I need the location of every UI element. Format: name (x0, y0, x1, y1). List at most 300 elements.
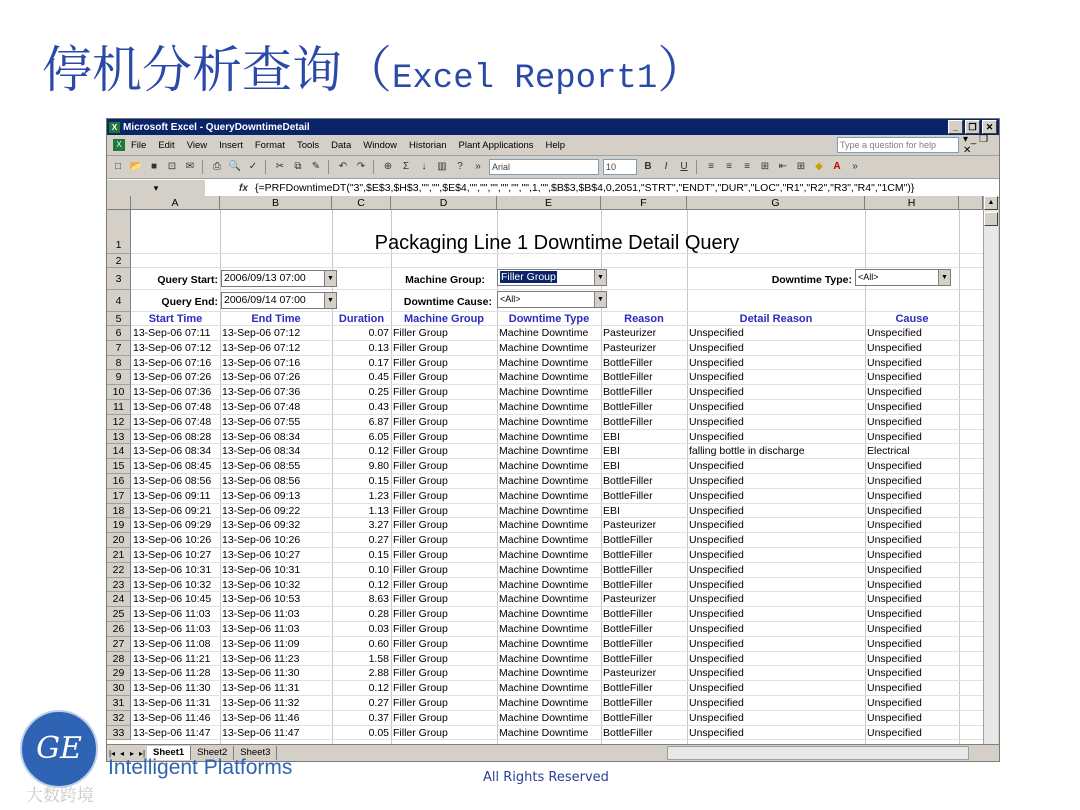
row-header[interactable]: 12 (107, 415, 131, 430)
table-cell[interactable]: Unspecified (689, 593, 744, 606)
table-cell[interactable]: 13-Sep-06 11:47 (222, 726, 300, 739)
table-cell[interactable]: Machine Downtime (499, 475, 589, 487)
table-cell[interactable]: 13-Sep-06 10:26 (133, 534, 212, 547)
row-header[interactable]: 23 (107, 578, 131, 593)
table-cell[interactable]: Machine Downtime (499, 682, 589, 695)
table-cell[interactable]: 13-Sep-06 11:09 (222, 637, 300, 650)
menu-item-insert[interactable]: Insert (219, 139, 243, 151)
insert-function-icon[interactable]: fx (239, 182, 248, 194)
select-all-corner[interactable] (107, 196, 131, 210)
table-cell[interactable]: Filler Group (393, 623, 448, 635)
table-cell[interactable]: 13-Sep-06 07:12 (222, 327, 301, 339)
table-cell[interactable]: 13-Sep-06 07:12 (133, 341, 212, 354)
align-left-icon[interactable]: ≡ (708, 161, 714, 172)
table-cell[interactable]: 0.25 (368, 386, 389, 399)
table-cell[interactable]: 13-Sep-06 11:46 (222, 711, 300, 724)
column-header[interactable]: F (601, 196, 687, 210)
table-cell[interactable]: 6.05 (368, 430, 389, 443)
table-cell[interactable]: 2.88 (368, 667, 389, 680)
row-header[interactable]: 10 (107, 385, 131, 400)
table-cell[interactable]: Machine Downtime (499, 578, 589, 591)
menu-item-historian[interactable]: Historian (409, 139, 447, 151)
table-cell[interactable]: 0.13 (368, 341, 389, 354)
row-header[interactable]: 8 (107, 356, 131, 371)
vertical-scrollbar[interactable] (983, 196, 998, 744)
formula-text[interactable]: {=PRFDowntimeDT("3",$E$3,$H$3,"","",$E$4,"","","","","","",1,"",$B$3,$B$4,0,2051,"STRT","ENDT","DUR","LOC","R1","R2","R3","R4","1CM")} (255, 182, 915, 194)
table-cell[interactable]: 13-Sep-06 10:26 (222, 534, 301, 547)
table-cell[interactable]: 13-Sep-06 11:30 (133, 682, 211, 695)
row-header[interactable]: 33 (107, 726, 131, 741)
table-cell[interactable]: 1.13 (368, 504, 389, 517)
table-cell[interactable]: Unspecified (867, 682, 922, 695)
table-cell[interactable]: Machine Downtime (499, 401, 589, 413)
table-cell[interactable]: BottleFiller (603, 549, 653, 561)
row-header[interactable]: 21 (107, 548, 131, 563)
table-cell[interactable]: 13-Sep-06 09:29 (133, 519, 212, 532)
autosum-icon[interactable]: Σ (402, 161, 410, 172)
cut-icon[interactable]: ✂ (275, 161, 285, 172)
table-cell[interactable]: Machine Downtime (499, 445, 589, 458)
table-cell[interactable]: Unspecified (689, 563, 744, 576)
column-header[interactable]: G (687, 196, 865, 210)
table-cell[interactable]: 13-Sep-06 10:45 (133, 593, 212, 606)
row-header[interactable]: 5 (107, 312, 131, 326)
row-header[interactable]: 3 (107, 268, 131, 290)
row-header[interactable]: 4 (107, 290, 131, 312)
column-header[interactable]: A (131, 196, 220, 210)
table-cell[interactable]: Machine Downtime (499, 489, 589, 502)
table-cell[interactable]: Machine Downtime (499, 519, 589, 532)
name-box[interactable]: ▾ (107, 180, 205, 196)
table-cell[interactable]: 13-Sep-06 09:21 (133, 504, 212, 517)
table-cell[interactable]: 13-Sep-06 11:23 (222, 652, 300, 665)
first-sheet-icon[interactable]: |◂ (108, 748, 116, 758)
table-cell[interactable]: Unspecified (689, 475, 744, 487)
row-header[interactable]: 28 (107, 652, 131, 667)
undo-icon[interactable]: ↶ (338, 161, 348, 172)
table-cell[interactable]: 0.27 (368, 697, 389, 709)
table-cell[interactable]: BottleFiller (603, 371, 653, 384)
table-cell[interactable]: 0.15 (368, 475, 389, 487)
table-cell[interactable]: 13-Sep-06 11:03 (222, 623, 300, 635)
table-cell[interactable]: 0.15 (368, 549, 389, 561)
table-cell[interactable]: Pasteurizer (603, 327, 657, 339)
query-start-input[interactable] (221, 270, 337, 287)
table-cell[interactable]: 13-Sep-06 11:21 (133, 652, 211, 665)
table-cell[interactable]: 13-Sep-06 07:48 (222, 401, 301, 413)
menu-item-view[interactable]: View (186, 139, 208, 151)
table-cell[interactable]: Filler Group (393, 489, 448, 502)
open-icon[interactable]: 📂 (129, 161, 143, 172)
sheet-tab-3[interactable]: Sheet3 (234, 746, 277, 760)
table-cell[interactable]: 13-Sep-06 09:11 (133, 489, 211, 502)
table-cell[interactable]: Filler Group (393, 682, 448, 695)
table-cell[interactable]: 13-Sep-06 11:31 (222, 682, 300, 695)
table-cell[interactable]: Unspecified (689, 430, 744, 443)
table-cell[interactable]: Filler Group (393, 401, 448, 413)
table-cell[interactable]: Unspecified (867, 341, 922, 354)
table-cell[interactable]: Unspecified (689, 578, 744, 591)
table-cell[interactable]: 13-Sep-06 10:31 (222, 563, 301, 576)
table-cell[interactable]: Unspecified (689, 341, 744, 354)
table-cell[interactable]: 13-Sep-06 07:12 (222, 341, 301, 354)
table-cell[interactable]: Pasteurizer (603, 667, 657, 680)
table-cell[interactable]: Filler Group (393, 445, 448, 458)
table-cell[interactable]: Machine Downtime (499, 697, 589, 709)
row-header[interactable]: 1 (107, 210, 131, 254)
table-cell[interactable]: BottleFiller (603, 726, 653, 739)
table-cell[interactable]: BottleFiller (603, 682, 653, 695)
menu-item-format[interactable]: Format (254, 139, 285, 151)
scroll-thumb[interactable] (984, 212, 998, 226)
menu-item-tools[interactable]: Tools (296, 139, 320, 151)
table-cell[interactable]: Filler Group (393, 726, 448, 739)
table-cell[interactable]: 13-Sep-06 10:32 (133, 578, 212, 591)
hyperlink-icon[interactable]: ⊕ (383, 161, 393, 172)
table-cell[interactable]: 13-Sep-06 07:26 (222, 371, 301, 384)
table-cell[interactable]: Machine Downtime (499, 563, 589, 576)
font-size-select[interactable]: 10 (603, 159, 637, 175)
table-cell[interactable]: 0.10 (368, 563, 389, 576)
table-cell[interactable]: Pasteurizer (603, 593, 657, 606)
table-cell[interactable]: Machine Downtime (499, 549, 589, 561)
table-cell[interactable]: 0.07 (368, 327, 389, 339)
print-preview-icon[interactable]: 🔍 (228, 161, 242, 172)
row-header[interactable]: 11 (107, 400, 131, 415)
table-cell[interactable]: BottleFiller (603, 711, 653, 724)
table-cell[interactable]: Filler Group (393, 667, 448, 680)
table-cell[interactable]: 13-Sep-06 11:30 (222, 667, 300, 680)
table-cell[interactable]: BottleFiller (603, 386, 653, 399)
table-cell[interactable]: BottleFiller (603, 356, 653, 369)
table-cell[interactable]: Machine Downtime (499, 726, 589, 739)
print-icon[interactable]: ⎙ (213, 161, 221, 172)
machine-group-select[interactable] (497, 269, 607, 286)
table-cell[interactable]: 13-Sep-06 10:53 (222, 593, 301, 606)
help-search-input[interactable]: Type a question for help (837, 137, 959, 153)
table-cell[interactable]: Filler Group (393, 327, 448, 339)
table-cell[interactable]: Unspecified (689, 549, 744, 561)
column-header[interactable]: C (332, 196, 391, 210)
table-cell[interactable]: 0.43 (368, 401, 389, 413)
table-cell[interactable]: BottleFiller (603, 415, 653, 428)
table-cell[interactable]: 0.60 (368, 637, 389, 650)
table-cell[interactable]: BottleFiller (603, 401, 653, 413)
row-header[interactable]: 29 (107, 666, 131, 681)
row-header[interactable]: 6 (107, 326, 131, 341)
table-cell[interactable]: Unspecified (867, 371, 922, 384)
table-cell[interactable]: 13-Sep-06 08:34 (222, 430, 301, 443)
table-cell[interactable]: 9.80 (368, 460, 389, 473)
table-cell[interactable]: 13-Sep-06 07:11 (133, 327, 211, 339)
table-cell[interactable]: Unspecified (689, 415, 744, 428)
table-cell[interactable]: Filler Group (393, 460, 448, 473)
table-cell[interactable]: Filler Group (393, 697, 448, 709)
copy-icon[interactable]: ⧉ (294, 161, 302, 172)
table-cell[interactable]: BottleFiller (603, 623, 653, 635)
table-cell[interactable]: BottleFiller (603, 697, 653, 709)
table-cell[interactable]: EBI (603, 430, 620, 443)
table-cell[interactable]: 13-Sep-06 07:48 (133, 415, 212, 428)
table-cell[interactable]: Filler Group (393, 608, 448, 621)
table-cell[interactable]: Unspecified (867, 504, 922, 517)
table-cell[interactable]: 13-Sep-06 07:16 (222, 356, 301, 369)
table-cell[interactable]: 13-Sep-06 10:31 (133, 563, 212, 576)
table-cell[interactable]: Unspecified (867, 549, 922, 561)
table-cell[interactable]: Machine Downtime (499, 711, 589, 724)
table-cell[interactable]: 13-Sep-06 11:03 (133, 623, 211, 635)
table-cell[interactable]: Unspecified (867, 593, 922, 606)
table-cell[interactable]: 13-Sep-06 11:31 (133, 697, 211, 709)
row-header[interactable]: 13 (107, 430, 131, 445)
table-cell[interactable]: Filler Group (393, 356, 448, 369)
help-icon[interactable]: ? (457, 161, 463, 172)
next-sheet-icon[interactable]: ▸ (129, 748, 134, 758)
table-cell[interactable]: Machine Downtime (499, 504, 589, 517)
table-cell[interactable]: EBI (603, 445, 620, 458)
close-button[interactable]: ✕ (982, 120, 997, 134)
row-header[interactable]: 19 (107, 518, 131, 533)
row-header[interactable]: 16 (107, 474, 131, 489)
table-cell[interactable]: Filler Group (393, 371, 448, 384)
table-cell[interactable]: Unspecified (867, 460, 922, 473)
table-cell[interactable]: Machine Downtime (499, 637, 589, 650)
table-cell[interactable]: 13-Sep-06 11:46 (133, 711, 211, 724)
dropdown-arrow-icon[interactable]: ▼ (594, 292, 606, 307)
table-cell[interactable]: Filler Group (393, 386, 448, 399)
table-cell[interactable]: 0.12 (368, 682, 389, 695)
table-cell[interactable]: 3.27 (368, 519, 389, 532)
table-cell[interactable]: Filler Group (393, 534, 448, 547)
table-cell[interactable]: Machine Downtime (499, 341, 589, 354)
downtime-cause-select[interactable] (497, 291, 607, 308)
last-sheet-icon[interactable]: ▸| (138, 748, 146, 758)
row-header[interactable]: 9 (107, 370, 131, 385)
row-header[interactable]: 25 (107, 607, 131, 622)
minimize-button[interactable]: _ (948, 120, 963, 134)
table-cell[interactable]: 0.12 (368, 578, 389, 591)
table-cell[interactable]: Machine Downtime (499, 356, 589, 369)
row-header[interactable]: 14 (107, 444, 131, 459)
row-header[interactable]: 24 (107, 592, 131, 607)
table-cell[interactable]: Machine Downtime (499, 327, 589, 339)
table-cell[interactable]: Machine Downtime (499, 386, 589, 399)
table-cell[interactable]: Machine Downtime (499, 460, 589, 473)
table-cell[interactable]: 13-Sep-06 10:32 (222, 578, 301, 591)
font-color-icon[interactable]: A (833, 161, 841, 172)
table-cell[interactable]: 1.23 (368, 489, 389, 502)
table-cell[interactable]: Unspecified (867, 563, 922, 576)
table-cell[interactable]: 0.27 (368, 534, 389, 547)
row-header[interactable]: 7 (107, 341, 131, 356)
table-cell[interactable]: Pasteurizer (603, 519, 657, 532)
table-cell[interactable]: 13-Sep-06 11:03 (222, 608, 300, 621)
table-cell[interactable]: Machine Downtime (499, 534, 589, 547)
table-cell[interactable]: Filler Group (393, 578, 448, 591)
table-cell[interactable]: 0.37 (368, 711, 389, 724)
table-cell[interactable]: Electrical (867, 445, 910, 458)
table-cell[interactable]: 13-Sep-06 07:48 (133, 401, 212, 413)
column-header[interactable]: B (220, 196, 332, 210)
permission-icon[interactable]: ⊡ (167, 161, 177, 172)
format-painter-icon[interactable]: ✎ (311, 161, 321, 172)
dropdown-arrow-icon[interactable]: ▼ (324, 293, 336, 308)
table-cell[interactable]: Filler Group (393, 475, 448, 487)
fill-color-icon[interactable]: ◆ (815, 161, 823, 172)
spelling-icon[interactable]: ✓ (248, 161, 258, 172)
table-cell[interactable]: 6.87 (368, 415, 389, 428)
table-cell[interactable]: Unspecified (867, 475, 922, 487)
align-center-icon[interactable]: ≡ (726, 161, 732, 172)
table-cell[interactable]: Unspecified (867, 401, 922, 413)
row-header[interactable]: 20 (107, 533, 131, 548)
table-cell[interactable]: Machine Downtime (499, 623, 589, 635)
menu-item-window[interactable]: Window (363, 139, 398, 151)
merge-center-icon[interactable]: ⊞ (760, 161, 770, 172)
sort-ascending-icon[interactable]: ↓ (421, 161, 427, 172)
table-cell[interactable]: Unspecified (867, 726, 922, 739)
table-cell[interactable]: Machine Downtime (499, 593, 589, 606)
row-header[interactable]: 2 (107, 254, 131, 268)
table-cell[interactable]: Filler Group (393, 711, 448, 724)
table-cell[interactable]: BottleFiller (603, 652, 653, 665)
table-cell[interactable]: 13-Sep-06 11:08 (133, 637, 211, 650)
row-header[interactable]: 26 (107, 622, 131, 637)
column-header[interactable]: H (865, 196, 959, 210)
prev-sheet-icon[interactable]: ◂ (119, 748, 124, 758)
table-cell[interactable]: Unspecified (867, 519, 922, 532)
chart-wizard-icon[interactable]: ▥ (437, 161, 447, 172)
table-cell[interactable]: Unspecified (689, 652, 744, 665)
table-cell[interactable]: Unspecified (867, 356, 922, 369)
table-cell[interactable]: Unspecified (689, 401, 744, 413)
decrease-indent-icon[interactable]: ⇤ (778, 161, 788, 172)
font-name-select[interactable]: Arial (489, 159, 599, 175)
table-cell[interactable]: 8.63 (368, 593, 389, 606)
table-cell[interactable]: 13-Sep-06 09:22 (222, 504, 301, 517)
table-cell[interactable]: Unspecified (689, 504, 744, 517)
row-header[interactable]: 15 (107, 459, 131, 474)
table-cell[interactable]: 13-Sep-06 09:32 (222, 519, 301, 532)
table-cell[interactable]: Unspecified (689, 519, 744, 532)
table-cell[interactable]: Unspecified (867, 697, 922, 709)
table-cell[interactable]: 13-Sep-06 08:56 (133, 475, 212, 487)
table-cell[interactable]: Filler Group (393, 563, 448, 576)
row-header[interactable]: 31 (107, 696, 131, 711)
dropdown-arrow-icon[interactable]: ▼ (324, 271, 336, 286)
table-cell[interactable]: Unspecified (867, 667, 922, 680)
table-cell[interactable]: Unspecified (867, 637, 922, 650)
table-cell[interactable]: 13-Sep-06 11:03 (133, 608, 211, 621)
table-cell[interactable]: Unspecified (867, 608, 922, 621)
table-cell[interactable]: Unspecified (867, 711, 922, 724)
table-cell[interactable]: 0.03 (368, 623, 389, 635)
table-cell[interactable]: Unspecified (867, 386, 922, 399)
table-cell[interactable]: Unspecified (867, 623, 922, 635)
table-cell[interactable]: Unspecified (867, 489, 922, 502)
table-cell[interactable]: Unspecified (689, 667, 744, 680)
table-cell[interactable]: 13-Sep-06 07:55 (222, 415, 301, 428)
table-cell[interactable]: Filler Group (393, 593, 448, 606)
table-cell[interactable]: Filler Group (393, 519, 448, 532)
table-cell[interactable]: 0.12 (368, 445, 389, 458)
toolbar-options-icon[interactable]: » (852, 161, 858, 172)
table-cell[interactable]: 0.05 (368, 726, 389, 739)
email-icon[interactable]: ✉ (185, 161, 195, 172)
table-cell[interactable]: BottleFiller (603, 637, 653, 650)
table-cell[interactable]: 13-Sep-06 11:47 (133, 726, 211, 739)
table-cell[interactable]: Unspecified (689, 682, 744, 695)
table-cell[interactable]: 13-Sep-06 09:13 (222, 489, 301, 502)
table-cell[interactable]: Unspecified (689, 371, 744, 384)
borders-icon[interactable]: ⊞ (796, 161, 806, 172)
italic-icon[interactable]: I (664, 161, 668, 172)
table-cell[interactable]: Pasteurizer (603, 341, 657, 354)
table-cell[interactable]: 0.45 (368, 371, 389, 384)
table-cell[interactable]: Unspecified (689, 327, 744, 339)
workbook-window-controls[interactable]: ▾ _ ❐ ✕ (963, 134, 989, 156)
column-header[interactable]: E (497, 196, 601, 210)
table-cell[interactable]: 13-Sep-06 08:28 (133, 430, 212, 443)
table-cell[interactable]: 1.58 (368, 652, 389, 665)
table-cell[interactable]: Unspecified (689, 386, 744, 399)
table-cell[interactable]: falling bottle in discharge (689, 445, 805, 458)
dropdown-arrow-icon[interactable]: ▼ (938, 270, 950, 285)
table-cell[interactable]: Filler Group (393, 341, 448, 354)
table-cell[interactable]: Filler Group (393, 504, 448, 517)
new-icon[interactable]: □ (114, 161, 122, 172)
table-cell[interactable]: Machine Downtime (499, 667, 589, 680)
query-end-input[interactable] (221, 292, 337, 309)
scroll-up-icon[interactable]: ▲ (984, 196, 998, 210)
menu-item-edit[interactable]: Edit (158, 139, 175, 151)
table-cell[interactable]: Unspecified (867, 534, 922, 547)
table-cell[interactable]: 13-Sep-06 07:36 (133, 386, 212, 399)
table-cell[interactable]: 13-Sep-06 07:26 (133, 371, 212, 384)
table-cell[interactable]: Unspecified (689, 711, 744, 724)
table-cell[interactable]: BottleFiller (603, 489, 653, 502)
sheet-tab-2[interactable]: Sheet2 (191, 746, 234, 760)
table-cell[interactable]: Unspecified (867, 578, 922, 591)
table-cell[interactable]: 13-Sep-06 07:36 (222, 386, 301, 399)
table-cell[interactable]: Filler Group (393, 430, 448, 443)
toolbar-options-icon[interactable]: » (475, 161, 481, 172)
table-cell[interactable]: 13-Sep-06 07:16 (133, 356, 212, 369)
table-cell[interactable]: 13-Sep-06 08:55 (222, 460, 301, 473)
table-cell[interactable]: Unspecified (867, 327, 922, 339)
row-header[interactable]: 27 (107, 637, 131, 652)
table-cell[interactable]: Unspecified (867, 415, 922, 428)
table-cell[interactable]: Machine Downtime (499, 371, 589, 384)
table-cell[interactable]: Unspecified (689, 608, 744, 621)
table-cell[interactable]: Machine Downtime (499, 652, 589, 665)
table-cell[interactable]: EBI (603, 504, 620, 517)
table-cell[interactable]: BottleFiller (603, 608, 653, 621)
table-cell[interactable]: Filler Group (393, 549, 448, 561)
table-cell[interactable]: BottleFiller (603, 475, 653, 487)
table-cell[interactable]: BottleFiller (603, 578, 653, 591)
row-header[interactable]: 17 (107, 489, 131, 504)
table-cell[interactable]: 13-Sep-06 11:28 (133, 667, 211, 680)
horizontal-scrollbar[interactable] (667, 746, 969, 760)
table-cell[interactable]: Filler Group (393, 652, 448, 665)
table-cell[interactable]: Filler Group (393, 415, 448, 428)
table-cell[interactable]: Machine Downtime (499, 415, 589, 428)
table-cell[interactable]: 13-Sep-06 08:56 (222, 475, 301, 487)
restore-button[interactable]: ❐ (965, 120, 980, 134)
row-header[interactable]: 30 (107, 681, 131, 696)
table-cell[interactable]: 13-Sep-06 08:45 (133, 460, 212, 473)
